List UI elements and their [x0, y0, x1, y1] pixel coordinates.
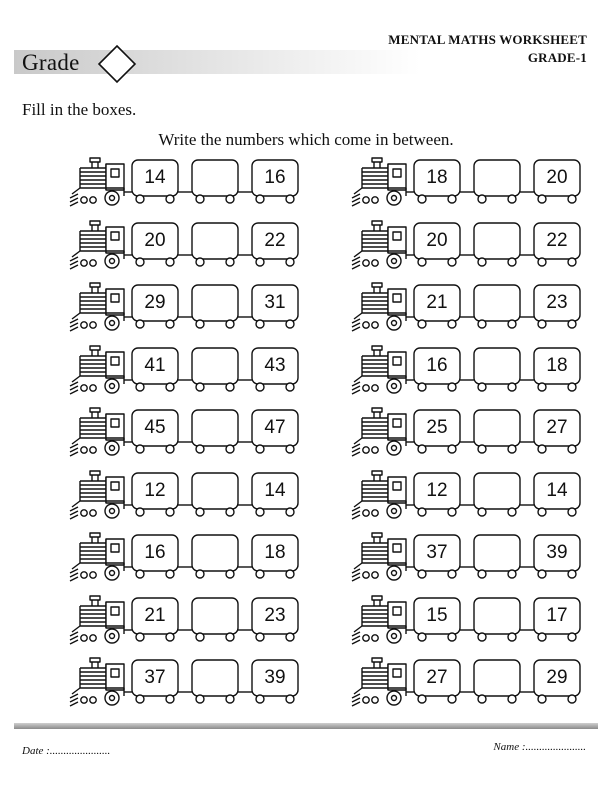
last-number: 39 — [264, 667, 286, 688]
answer-box[interactable] — [192, 535, 238, 571]
last-number: 16 — [264, 167, 286, 188]
first-number: 20 — [144, 229, 166, 251]
answer-box[interactable] — [192, 660, 238, 696]
last-number: 22 — [264, 229, 286, 251]
last-number: 27 — [546, 417, 568, 438]
first-number: 12 — [426, 479, 448, 501]
answer-box[interactable] — [474, 598, 520, 634]
answer-box[interactable] — [192, 598, 238, 634]
engine-icon — [352, 533, 414, 581]
engine-icon — [352, 471, 414, 519]
last-number: 23 — [546, 292, 568, 313]
first-number: 12 — [144, 479, 166, 501]
grade-diamond-box[interactable] — [97, 44, 137, 84]
engine-icon — [70, 658, 132, 706]
train-row — [350, 408, 590, 460]
engine-icon — [70, 221, 132, 269]
engine-icon — [352, 283, 414, 331]
engine-icon — [70, 596, 132, 644]
last-number: 18 — [546, 354, 568, 376]
last-number: 23 — [264, 604, 286, 626]
answer-box[interactable] — [474, 348, 520, 384]
worksheet-title-line1: MENTAL MATHS WORKSHEET — [388, 32, 587, 47]
last-number: 39 — [546, 542, 568, 563]
train-row — [350, 346, 590, 398]
engine-icon — [70, 471, 132, 519]
first-number: 14 — [144, 167, 166, 188]
answer-box[interactable] — [474, 223, 520, 259]
first-number: 37 — [426, 542, 448, 563]
first-number: 25 — [426, 417, 448, 438]
engine-icon — [70, 158, 132, 206]
first-number: 18 — [426, 167, 448, 188]
answer-box[interactable] — [192, 410, 238, 446]
first-number: 45 — [144, 417, 166, 438]
engine-icon — [70, 283, 132, 331]
last-number: 43 — [264, 354, 286, 376]
first-number: 15 — [426, 604, 448, 626]
train-row — [350, 596, 590, 648]
train-row — [350, 533, 590, 585]
engine-icon — [352, 408, 414, 456]
last-number: 31 — [264, 292, 286, 313]
answer-box[interactable] — [474, 410, 520, 446]
train-row — [350, 658, 590, 710]
first-number: 21 — [426, 292, 448, 313]
instruction-sub: Write the numbers which come in between. — [158, 130, 454, 149]
first-number: 20 — [426, 229, 448, 251]
answer-box[interactable] — [474, 660, 520, 696]
last-number: 20 — [546, 167, 568, 188]
last-number: 14 — [264, 479, 286, 501]
answer-box[interactable] — [192, 160, 238, 196]
train-row — [68, 658, 308, 710]
answer-box[interactable] — [474, 285, 520, 321]
train-row — [68, 533, 308, 585]
first-number: 16 — [144, 542, 166, 563]
last-number: 17 — [546, 604, 568, 626]
engine-icon — [352, 221, 414, 269]
train-row — [68, 283, 308, 335]
train-row — [68, 158, 308, 210]
worksheet-grade: GRADE-1 — [527, 50, 587, 65]
answer-box[interactable] — [474, 160, 520, 196]
footer-divider — [14, 723, 598, 729]
engine-icon — [352, 596, 414, 644]
answer-box[interactable] — [474, 473, 520, 509]
train-row — [68, 346, 308, 398]
engine-icon — [352, 346, 414, 394]
train-row — [350, 158, 590, 210]
first-number: 27 — [426, 667, 448, 688]
train-row — [68, 408, 308, 460]
first-number: 16 — [426, 354, 448, 376]
answer-box[interactable] — [474, 535, 520, 571]
train-row — [68, 596, 308, 648]
worksheet-title — [388, 31, 587, 67]
answer-box[interactable] — [192, 223, 238, 259]
engine-icon — [70, 533, 132, 581]
first-number: 21 — [144, 604, 166, 626]
train-row — [350, 471, 590, 523]
answer-box[interactable] — [192, 348, 238, 384]
train-row — [350, 221, 590, 273]
date-field[interactable]: Date :...................... — [22, 745, 111, 757]
engine-icon — [70, 408, 132, 456]
train-row — [68, 471, 308, 523]
answer-box[interactable] — [192, 473, 238, 509]
first-number: 29 — [144, 292, 166, 313]
last-number: 22 — [546, 229, 568, 251]
engine-icon — [70, 346, 132, 394]
first-number: 41 — [144, 354, 166, 376]
last-number: 47 — [264, 417, 286, 438]
instruction-main: Fill in the boxes. — [22, 100, 137, 119]
train-row — [68, 221, 308, 273]
last-number: 18 — [264, 542, 286, 563]
last-number: 29 — [546, 667, 568, 688]
train-row — [350, 283, 590, 335]
first-number: 37 — [144, 667, 166, 688]
name-field[interactable]: Name :...................... — [493, 741, 586, 753]
grade-label: Grade — [22, 50, 80, 75]
engine-icon — [352, 658, 414, 706]
last-number: 14 — [546, 479, 568, 501]
answer-box[interactable] — [192, 285, 238, 321]
engine-icon — [352, 158, 414, 206]
